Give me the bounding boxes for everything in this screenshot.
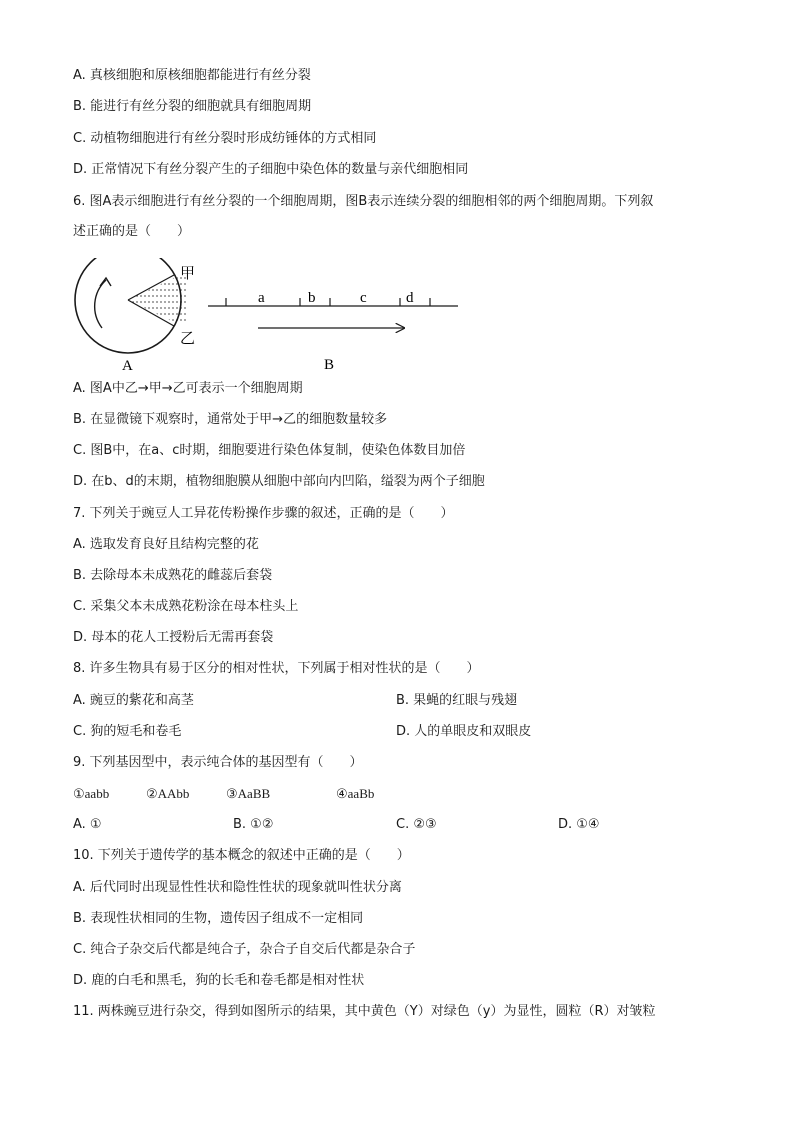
- q8-option-d: D. 人的单眼皮和双眼皮: [396, 724, 532, 739]
- label-jia: 甲: [180, 266, 196, 282]
- q6-figure: [70, 258, 470, 378]
- cycle-direction-arrow: [95, 280, 106, 328]
- cycle-circle: [75, 258, 181, 353]
- q8-option-a: A. 豌豆的紫花和高茎: [73, 693, 194, 708]
- q6-stem-line1: 6. 图A表示细胞进行有丝分裂的一个细胞周期，图B表示连续分裂的细胞相邻的两个细胞周期。下列叙: [73, 194, 654, 209]
- q7-option-c: C. 采集父本未成熟花粉涂在母本柱头上: [73, 599, 299, 614]
- q9-option-d: D. ①④: [558, 817, 600, 832]
- q9-genotype-4: ④aaBb: [336, 786, 375, 801]
- q9-option-b: B. ①②: [233, 817, 274, 832]
- q6-option-b: B. 在显微镜下观察时，通常处于甲→乙的细胞数量较多: [73, 412, 388, 427]
- q8-option-b: B. 果蝇的红眼与残翅: [396, 693, 518, 708]
- q8-option-c: C. 狗的短毛和卷毛: [73, 724, 182, 739]
- q9-genotype-3: ③AaBB: [226, 786, 271, 801]
- segment-b-label: b: [308, 290, 316, 306]
- q10-option-a: A. 后代同时出现显性性状和隐性性状的现象就叫性状分离: [73, 880, 402, 895]
- q5-option-a: A. 真核细胞和原核细胞都能进行有丝分裂: [73, 68, 311, 83]
- q6-stem-line2: 述正确的是（ ）: [73, 224, 191, 239]
- q7-option-b: B. 去除母本未成熟花的雌蕊后套袋: [73, 568, 273, 583]
- q6-option-c: C. 图B中，在a、c时期，细胞要进行染色体复制，使染色体数目加倍: [73, 443, 466, 458]
- q9-option-a: A. ①: [73, 817, 102, 832]
- q5-option-c: C. 动植物细胞进行有丝分裂时形成纺锤体的方式相同: [73, 131, 377, 146]
- q6-option-d: D. 在b、d的末期，植物细胞膜从细胞中部向内凹陷，缢裂为两个子细胞: [73, 474, 485, 489]
- q7-stem: 7. 下列关于豌豆人工异花传粉操作步骤的叙述，正确的是（ ）: [73, 506, 454, 521]
- q10-option-b: B. 表现性状相同的生物，遗传因子组成不一定相同: [73, 911, 364, 926]
- segment-d-label: d: [406, 290, 414, 306]
- figure-a-label: A: [122, 358, 133, 374]
- figure-b-label: B: [324, 357, 335, 373]
- cell-cycle-diagram: [70, 258, 470, 374]
- q8-stem: 8. 许多生物具有易于区分的相对性状，下列属于相对性状的是（ ）: [73, 661, 480, 676]
- q9-genotype-1: ①aabb: [73, 786, 110, 801]
- q9-genotype-2: ②AAbb: [146, 786, 190, 801]
- q7-option-a: A. 选取发育良好且结构完整的花: [73, 537, 259, 552]
- segment-c-label: c: [360, 290, 367, 306]
- label-yi: 乙: [180, 331, 196, 347]
- q7-option-d: D. 母本的花人工授粉后无需再套袋: [73, 630, 274, 645]
- q6-option-a: A. 图A中乙→甲→乙可表示一个细胞周期: [73, 381, 303, 396]
- cycle-arrowhead: [100, 278, 111, 286]
- q10-option-d: D. 鹿的白毛和黑毛，狗的长毛和卷毛都是相对性状: [73, 973, 365, 988]
- q5-option-b: B. 能进行有丝分裂的细胞就具有细胞周期: [73, 99, 312, 114]
- q10-stem: 10. 下列关于遗传学的基本概念的叙述中正确的是（ ）: [73, 848, 410, 863]
- q11-stem: 11. 两株豌豆进行杂交，得到如图所示的结果，其中黄色（Y）对绿色（y）为显性，圆粒（R）对皱粒: [73, 1004, 656, 1019]
- q5-option-d: D. 正常情况下有丝分裂产生的子细胞中染色体的数量与亲代细胞相同: [73, 162, 469, 177]
- segment-a-label: a: [258, 290, 265, 306]
- q9-option-c: C. ②③: [396, 817, 437, 832]
- q9-stem: 9. 下列基因型中，表示纯合体的基因型有（ ）: [73, 755, 363, 770]
- q10-option-c: C. 纯合子杂交后代都是纯合子，杂合子自交后代都是杂合子: [73, 942, 416, 957]
- wedge-line-jia: [128, 275, 174, 300]
- wedge-line-yi: [128, 300, 174, 326]
